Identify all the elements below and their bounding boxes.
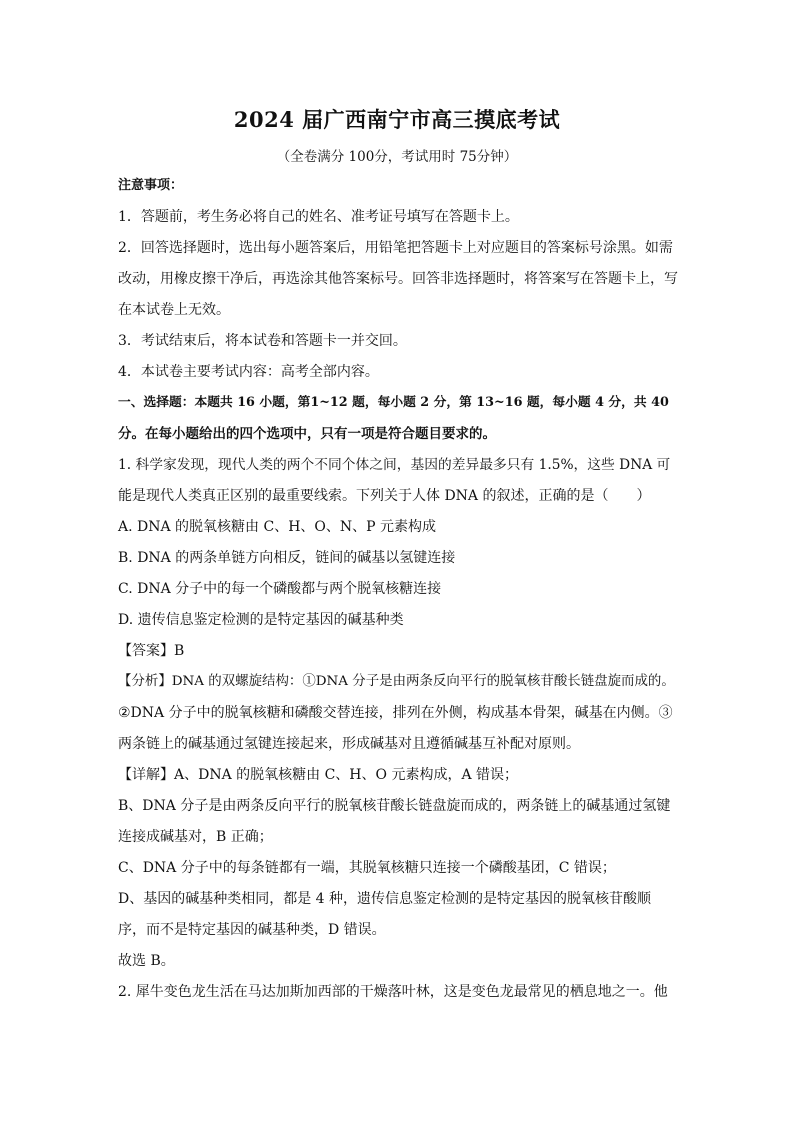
note-line: 2．回答选择题时，选出每小题答案后，用铅笔把答题卡上对应题目的答案标号涂黑。如需 — [118, 240, 673, 256]
option-b: B. DNA 的两条单链方向相反，链间的碱基以氢键连接 — [118, 550, 456, 566]
analysis-line: ②DNA 分子中的脱氧核糖和磷酸交替连接，排列在外侧，构成基本骨架，碱基在内侧。③ — [118, 705, 673, 721]
explanation-line: D、基因的碱基种类相同，都是 4 种，遗传信息鉴定检测的是特定基因的脱氧核苷酸顺 — [118, 891, 652, 907]
analysis-line: 【分析】DNA 的双螺旋结构：①DNA 分子是由两条反向平行的脱氧核苷酸长链盘旋而成的。 — [118, 674, 675, 689]
note-line: 4．本试卷主要考试内容：高考全部内容。 — [118, 364, 379, 380]
page-title: 2024 届广西南宁市高三摸底考试 — [233, 107, 561, 132]
question-stem: 1. 科学家发现，现代人类的两个不同个体之间，基因的差异最多只有 1.5%，这些 DNA 可 — [118, 457, 671, 473]
note-line: 1．答题前，考生务必将自己的姓名、准考证号填写在答题卡上。 — [118, 209, 519, 225]
explanation-line: C、DNA 分子中的每条链都有一端，其脱氧核糖只连接一个磷酸基团，C 错误； — [118, 860, 616, 876]
explanation-line: 序，而不是特定基因的碱基种类，D 错误。 — [118, 922, 386, 938]
explanation-line: 连接成碱基对，B 正确； — [118, 829, 273, 845]
answer-label: 【答案】B — [118, 643, 185, 659]
explanation-line: 【详解】A、DNA 的脱氧核糖由 C、H、O 元素构成，A 错误； — [118, 767, 519, 783]
option-c: C. DNA 分子中的每一个磷酸都与两个脱氧核糖连接 — [118, 581, 442, 597]
note-line: 改动，用橡皮擦干净后，再选涂其他答案标号。回答非选择题时，将答案写在答题卡上，写 — [118, 271, 678, 287]
section-heading: 一、选择题：本题共 16 小题，第1~12 题，每小题 2 分，第 13~16 题，每小题 4 分，共 40 — [118, 395, 669, 410]
option-a: A. DNA 的脱氧核糖由 C、H、O、N、P 元素构成 — [118, 519, 437, 535]
section-heading: 分。在每小题给出的四个选项中，只有一项是符合题目要求的。 — [118, 426, 496, 442]
exam-subtitle: （全卷满分 100分，考试用时 75分钟） — [276, 149, 518, 165]
note-line: 在本试卷上无效。 — [118, 302, 230, 318]
conclusion-line: 故选 B。 — [118, 953, 175, 969]
explanation-line: B、DNA 分子是由两条反向平行的脱氧核苷酸长链盘旋而成的，两条链上的碱基通过氢键 — [118, 798, 671, 814]
option-d: D. 遗传信息鉴定检测的是特定基因的碱基种类 — [118, 612, 404, 628]
question-stem: 2. 犀牛变色龙生活在马达加斯加西部的干燥落叶林，这是变色龙最常见的栖息地之一。他 — [118, 984, 668, 1000]
notes-heading: 注意事项： — [118, 178, 184, 193]
question-stem: 能是现代人类真正区别的最重要线索。下列关于人体 DNA 的叙述，正确的是（ ） — [118, 488, 651, 504]
analysis-line: 两条链上的碱基通过氢键连接起来，形成碱基对且遵循碱基互补配对原则。 — [118, 736, 580, 752]
note-line: 3．考试结束后，将本试卷和答题卡一并交回。 — [118, 333, 407, 349]
